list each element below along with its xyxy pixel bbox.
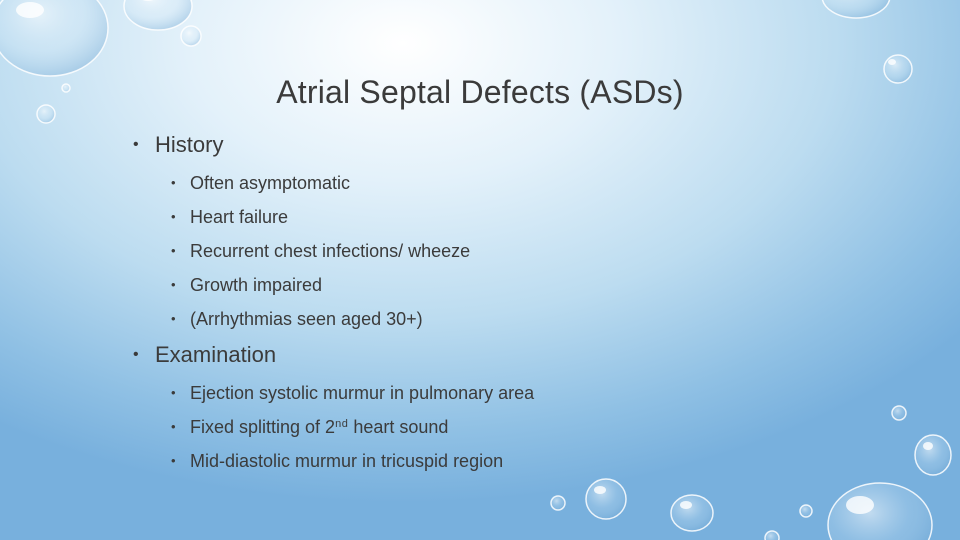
sub-bullet-text: Often asymptomatic bbox=[190, 173, 351, 193]
bullet-icon: • bbox=[171, 243, 176, 258]
sub-bullet-text: Mid-diastolic murmur in tricuspid region bbox=[190, 451, 504, 471]
sub-bullet-text: Growth impaired bbox=[190, 275, 323, 295]
sub-bullet bbox=[171, 200, 833, 234]
sub-bullet-text: Heart failure bbox=[190, 207, 289, 227]
droplet bbox=[671, 495, 713, 531]
sub-bullet bbox=[171, 234, 833, 268]
bullet-icon: • bbox=[171, 385, 176, 400]
droplet bbox=[586, 479, 626, 519]
sub-bullet-text: Ejection systolic murmur in pulmonary area bbox=[190, 383, 535, 403]
bullet-examination bbox=[133, 338, 833, 372]
sub-bullet bbox=[171, 166, 833, 200]
sub-bullet-text-part: heart sound bbox=[348, 417, 449, 437]
sub-bullet bbox=[171, 410, 833, 444]
slide-body bbox=[133, 128, 833, 478]
ordinal-superscript: nd bbox=[335, 418, 349, 430]
droplet bbox=[822, 0, 890, 18]
bullet-history bbox=[133, 128, 833, 162]
sub-bullet bbox=[171, 268, 833, 302]
bullet-icon: • bbox=[133, 136, 139, 153]
bullet-icon: • bbox=[171, 209, 176, 224]
droplet bbox=[915, 435, 951, 475]
sub-bullet bbox=[171, 376, 833, 410]
droplet bbox=[0, 0, 108, 76]
sub-bullet bbox=[171, 302, 833, 336]
sub-bullet-text-part: Fixed splitting of 2 bbox=[190, 417, 336, 437]
slide-title: Atrial Septal Defects (ASDs) bbox=[276, 74, 684, 110]
bullet-icon: • bbox=[171, 311, 176, 326]
sub-bullet bbox=[171, 444, 833, 478]
bullet-icon: • bbox=[171, 175, 176, 190]
bullet-icon: • bbox=[171, 419, 176, 434]
section-heading-examination: Examination bbox=[155, 342, 277, 367]
droplet bbox=[828, 483, 932, 540]
bullet-icon: • bbox=[171, 453, 176, 468]
droplet bbox=[551, 496, 565, 510]
sub-bullet-text: Recurrent chest infections/ wheeze bbox=[190, 241, 471, 261]
droplet bbox=[124, 0, 192, 30]
droplet bbox=[181, 26, 201, 46]
droplet bbox=[800, 505, 812, 517]
droplet bbox=[765, 531, 779, 540]
section-heading-history: History bbox=[155, 132, 224, 157]
sub-bullet-text: (Arrhythmias seen aged 30+) bbox=[190, 309, 423, 329]
bullet-icon: • bbox=[133, 346, 139, 363]
bullet-icon: • bbox=[171, 277, 176, 292]
sub-bullet-text bbox=[190, 417, 448, 437]
droplet bbox=[892, 406, 906, 420]
